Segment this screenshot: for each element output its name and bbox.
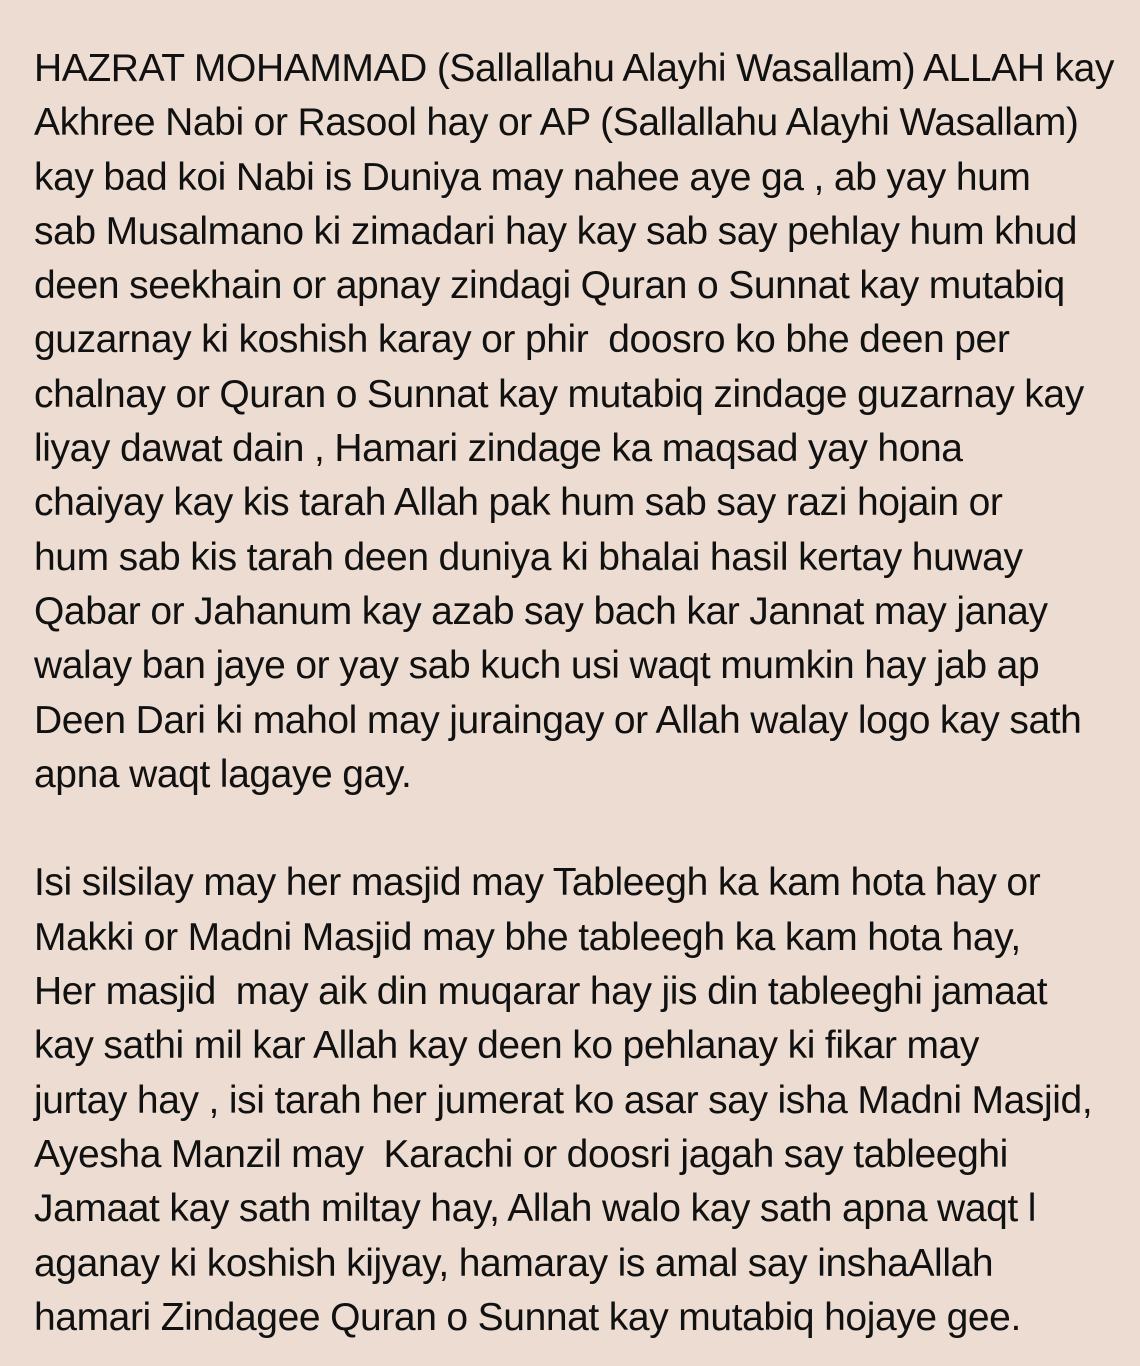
text-line: hamari Zindagee Quran o Sunnat kay mutabiq hojaye gee. <box>34 1295 1021 1339</box>
text-line: Her masjid may aik din muqarar hay jis din tableeghi jamaat <box>34 970 1048 1014</box>
text-line: guzarnay ki koshish karay or phir doosro ko bhe deen per <box>34 318 1010 362</box>
document-body <box>34 42 1124 1345</box>
text-line: jurtay hay , isi tarah her jumerat ko asar say isha Madni Masjid, <box>34 1078 1093 1122</box>
text-line: apna waqt lagaye gay. <box>34 752 412 796</box>
text-line: kay bad koi Nabi is Duniya may nahee aye ga , ab yay hum <box>34 155 1031 199</box>
text-line: Qabar or Jahanum kay azab say bach kar Jannat may janay <box>34 589 1048 633</box>
text-line: Ayesha Manzil may Karachi or doosri jagah say tableeghi <box>34 1132 1008 1176</box>
text-line: chalnay or Quran o Sunnat kay mutabiq zindage guzarnay kay <box>34 372 1084 416</box>
text-line: Jamaat kay sath miltay hay, Allah walo kay sath apna waqt l <box>34 1187 1037 1231</box>
text-line: aganay ki koshish kijyay, hamaray is amal say inshaAllah <box>34 1241 994 1285</box>
paragraph-spacer <box>34 802 1124 856</box>
text-line: Makki or Madni Masjid may bhe tableegh ka kam hota hay, <box>34 915 1021 959</box>
text-line: hum sab kis tarah deen duniya ki bhalai hasil kertay huway <box>34 535 1023 579</box>
paragraph-2 <box>34 856 1124 1345</box>
text-line: sab Musalmano ki zimadari hay kay sab say pehlay hum khud <box>34 209 1078 253</box>
text-line: kay sathi mil kar Allah kay deen ko pehlanay ki fikar may <box>34 1024 979 1068</box>
paragraph-1 <box>34 42 1124 802</box>
text-line: walay ban jaye or yay sab kuch usi waqt mumkin hay jab ap <box>34 644 1040 688</box>
text-line: chaiyay kay kis tarah Allah pak hum sab say razi hojain or <box>34 481 1003 525</box>
text-line: Akhree Nabi or Rasool hay or AP (Sallallahu Alayhi Wasallam) <box>34 101 1079 145</box>
text-line: liyay dawat dain , Hamari zindage ka maqsad yay hona <box>34 427 963 471</box>
text-line: Deen Dari ki mahol may juraingay or Allah walay logo kay sath <box>34 698 1082 742</box>
text-line: deen seekhain or apnay zindagi Quran o Sunnat kay mutabiq <box>34 264 1065 308</box>
text-line: Isi silsilay may her masjid may Tableegh ka kam hota hay or <box>34 861 1041 905</box>
text-line: HAZRAT MOHAMMAD (Sallallahu Alayhi Wasallam) ALLAH kay <box>34 47 1114 90</box>
